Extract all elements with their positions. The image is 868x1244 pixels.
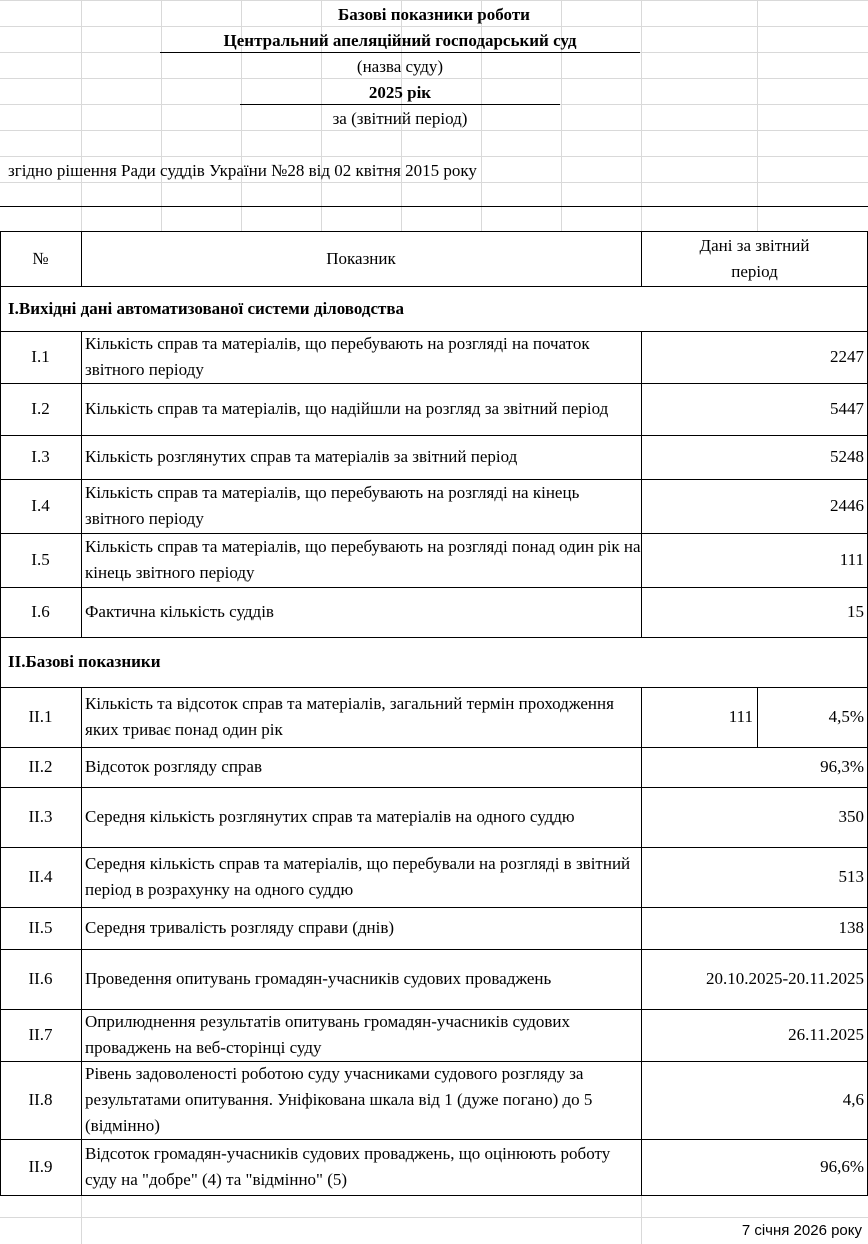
court-caption: (назва суду) bbox=[356, 57, 444, 76]
report-year: 2025 рік bbox=[368, 83, 432, 102]
row-value: 138 bbox=[838, 918, 864, 937]
row-label: Середня кількість розглянутих справ та матеріалів на одного суддю bbox=[85, 807, 575, 826]
row-label: Кількість справ та матеріалів, що перебувають на розгляді на кінець звітного періоду bbox=[85, 483, 580, 528]
period-caption: за (звітний період) bbox=[332, 109, 468, 128]
row-value: 2446 bbox=[830, 496, 864, 515]
row-no: І.4 bbox=[31, 496, 50, 515]
col-header-value: Дані за звітний період bbox=[699, 235, 810, 281]
row-label: Середня тривалість розгляду справи (днів) bbox=[85, 918, 395, 937]
col-header-no: № bbox=[32, 248, 49, 268]
row-value: 513 bbox=[838, 867, 864, 886]
row-label: Оприлюднення результатів опитувань громадян-учасників судових проваджень на веб-сторінці суду bbox=[85, 1012, 571, 1057]
row-value: 20.10.2025-20.11.2025 bbox=[705, 969, 864, 988]
row-value: 4,6 bbox=[842, 1090, 864, 1109]
section1-title: І.Вихідні дані автоматизованої системи діловодства bbox=[8, 298, 405, 318]
row-count: 111 bbox=[728, 707, 753, 726]
row-percent: 4,5% bbox=[828, 707, 864, 726]
row-label: Кількість справ та матеріалів, що перебувають на розгляді понад один рік на кінець звітного періоду bbox=[85, 537, 641, 582]
row-no: ІІ.7 bbox=[28, 1025, 53, 1044]
row-label: Рівень задоволеності роботою суду учасниками судового розгляду за результатами опитування. Уніфікована шкала від 1 (дуже погано) до 5 (відмінно) bbox=[85, 1064, 593, 1135]
row-label: Проведення опитувань громадян-учасників судових проваджень bbox=[85, 969, 552, 988]
row-label: Фактична кількість суддів bbox=[85, 602, 274, 621]
row-value: 5447 bbox=[830, 399, 864, 418]
col-header-indicator: Показник bbox=[326, 248, 396, 268]
row-label: Відсоток розгляду справ bbox=[85, 757, 262, 776]
row-value: 96,3% bbox=[820, 757, 864, 776]
row-no: І.2 bbox=[31, 399, 50, 418]
row-value: 15 bbox=[847, 602, 864, 621]
row-value: 96,6% bbox=[820, 1157, 864, 1176]
section2-title: ІІ.Базові показники bbox=[8, 652, 161, 671]
row-no: І.3 bbox=[31, 447, 50, 466]
row-no: ІІ.6 bbox=[28, 969, 53, 988]
row-no: ІІ.5 bbox=[28, 918, 53, 937]
row-no: ІІ.3 bbox=[28, 807, 53, 826]
row-no: І.5 bbox=[31, 550, 50, 569]
row-label: Середня кількість справ та матеріалів, що перебували на розгляді в звітний період в розрахунку на одного суддю bbox=[85, 854, 631, 899]
row-value: 111 bbox=[839, 550, 864, 569]
report-title: Базові показники роботи bbox=[338, 5, 530, 24]
row-label: Кількість розглянутих справ та матеріалів за звітний період bbox=[85, 447, 518, 466]
basis-text: згідно рішення Ради суддів України №28 від 02 квітня 2015 року bbox=[8, 161, 477, 180]
row-value: 26.11.2025 bbox=[788, 1025, 864, 1044]
court-name: Центральний апеляційний господарський суд bbox=[223, 31, 577, 50]
row-label: Кількість справ та матеріалів, що надійшли на розгляд за звітний період bbox=[85, 399, 609, 418]
row-label: Кількість справ та матеріалів, що перебувають на розгляді на початок звітного періоду bbox=[85, 334, 590, 379]
row-no: І.1 bbox=[31, 347, 50, 366]
row-value: 350 bbox=[838, 807, 864, 826]
row-no: ІІ.2 bbox=[28, 757, 53, 776]
report-date: 7 січня 2026 року bbox=[741, 1222, 862, 1239]
row-no: ІІ.4 bbox=[28, 867, 53, 886]
row-label: Кількість та відсоток справ та матеріалів, загальний термін проходження яких триває понад один рік bbox=[85, 694, 614, 739]
row-value: 5248 bbox=[830, 447, 864, 466]
row-no: ІІ.8 bbox=[28, 1090, 53, 1109]
row-no: І.6 bbox=[31, 602, 50, 621]
row-no: ІІ.9 bbox=[28, 1157, 53, 1176]
row-value: 2247 bbox=[830, 347, 864, 366]
row-label: Відсоток громадян-учасників судових проваджень, що оцінюють роботу суду на "добре" (4) та "відмінно" (5) bbox=[85, 1144, 611, 1189]
row-no: ІІ.1 bbox=[28, 707, 53, 726]
